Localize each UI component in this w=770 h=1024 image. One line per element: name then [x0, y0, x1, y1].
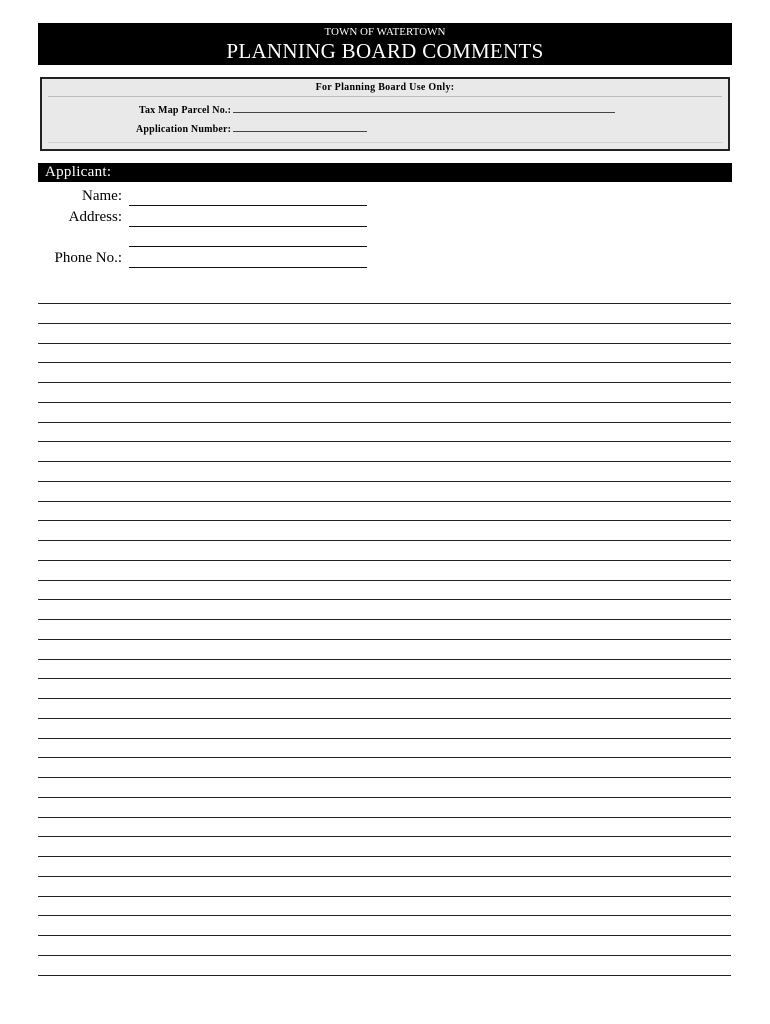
comment-line[interactable]	[38, 856, 731, 857]
tax-map-label: Tax Map Parcel No.:	[139, 105, 232, 116]
comment-line[interactable]	[38, 441, 731, 442]
comment-line[interactable]	[38, 501, 731, 502]
comment-line[interactable]	[38, 817, 731, 818]
comment-line[interactable]	[38, 797, 731, 798]
applicant-section-label: Applicant:	[45, 164, 112, 180]
comment-line[interactable]	[38, 659, 731, 660]
application-number-label: Application Number:	[136, 124, 232, 135]
name-label: Name:	[82, 188, 122, 204]
comment-line[interactable]	[38, 540, 731, 541]
tax-map-row	[139, 102, 615, 116]
address-field-line-1[interactable]	[129, 226, 367, 227]
comment-line[interactable]	[38, 481, 731, 482]
comment-line[interactable]	[38, 323, 731, 324]
comment-line[interactable]	[38, 382, 731, 383]
comment-line[interactable]	[38, 777, 731, 778]
form-title: PLANNING BOARD COMMENTS	[226, 39, 544, 63]
comment-line[interactable]	[38, 678, 731, 679]
phone-field[interactable]	[129, 267, 367, 268]
comment-line[interactable]	[38, 896, 731, 897]
comment-line[interactable]	[38, 560, 731, 561]
form-header	[38, 23, 732, 65]
comment-line[interactable]	[38, 520, 731, 521]
application-number-row	[136, 121, 367, 135]
comment-line[interactable]	[38, 757, 731, 758]
office-use-box	[40, 77, 730, 151]
comment-line[interactable]	[38, 343, 731, 344]
applicant-section-bar	[38, 163, 732, 182]
address-label: Address:	[68, 209, 122, 225]
comment-line[interactable]	[38, 599, 731, 600]
comment-line[interactable]	[38, 619, 731, 620]
comment-line[interactable]	[38, 738, 731, 739]
comment-line[interactable]	[38, 935, 731, 936]
comment-line[interactable]	[38, 975, 731, 976]
comment-line[interactable]	[38, 915, 731, 916]
phone-label: Phone No.:	[54, 250, 122, 266]
tax-map-field[interactable]	[233, 102, 615, 113]
office-use-heading: For Planning Board Use Only:	[315, 82, 455, 93]
comment-line[interactable]	[38, 402, 731, 403]
comment-line[interactable]	[38, 955, 731, 956]
name-field[interactable]	[129, 205, 367, 206]
comment-line[interactable]	[38, 461, 731, 462]
comment-line[interactable]	[38, 836, 731, 837]
application-number-field[interactable]	[233, 121, 367, 132]
comment-line[interactable]	[38, 718, 731, 719]
comment-line[interactable]	[38, 362, 731, 363]
comment-line[interactable]	[38, 876, 731, 877]
comment-line[interactable]	[38, 580, 731, 581]
comment-line[interactable]	[38, 303, 731, 304]
comment-line[interactable]	[38, 422, 731, 423]
comment-line[interactable]	[38, 639, 731, 640]
address-field-line-2[interactable]	[129, 246, 367, 247]
comment-line[interactable]	[38, 698, 731, 699]
header-subtitle: TOWN OF WATERTOWN	[324, 26, 446, 38]
